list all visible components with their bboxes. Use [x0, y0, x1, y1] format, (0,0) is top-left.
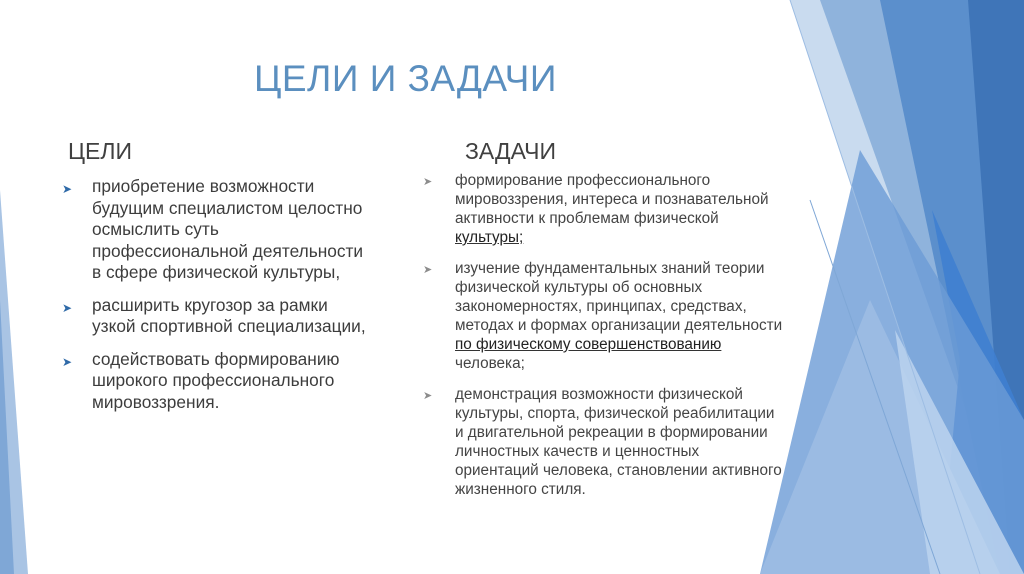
- task-line-underlined: культуры;: [455, 229, 524, 246]
- arrowhead-right-icon: ➤: [423, 390, 433, 402]
- goal-item: [62, 176, 402, 284]
- goal-line: мировоззрения.: [92, 391, 220, 412]
- task-line: физической культуры об основных: [455, 279, 703, 296]
- goal-line: в сфере физической культуры,: [92, 262, 341, 282]
- task-line: жизненного стиля.: [455, 481, 586, 498]
- goal-line: будущим специалистом целостно: [92, 197, 363, 218]
- task-line: личностных качеств и ценностных: [455, 443, 700, 460]
- task-line: человека;: [455, 355, 525, 372]
- goal-line: расширить кругозор за рамки: [92, 294, 328, 315]
- task-line: формирование профессионального: [455, 172, 711, 189]
- task-item: [423, 171, 853, 247]
- arrowhead-right-icon: ➤: [423, 264, 433, 276]
- task-line: активности к проблемам физической: [455, 210, 719, 227]
- slide-title: ЦЕЛИ И ЗАДАЧИ: [254, 58, 557, 99]
- arrowhead-right-icon: ➤: [62, 182, 73, 196]
- task-line: изучение фундаментальных знаний теории: [455, 260, 765, 277]
- task-line: ориентаций человека, становлении активного: [455, 462, 782, 479]
- task-line: демонстрация возможности физической: [455, 386, 743, 403]
- task-line: закономерностях, принципах, средствах,: [455, 298, 747, 315]
- arrowhead-right-icon: ➤: [423, 176, 433, 188]
- tasks-heading: ЗАДАЧИ: [465, 138, 556, 164]
- goal-item: [62, 349, 402, 414]
- task-item: [423, 259, 853, 373]
- task-line: методах и формах организации деятельности: [455, 317, 783, 334]
- goal-line: приобретение возможности: [92, 176, 315, 196]
- goal-item: [62, 295, 402, 338]
- tasks-list: [423, 171, 853, 511]
- goal-line: узкой спортивной специализации,: [92, 316, 366, 336]
- task-line: и двигательной рекреации в формировании: [455, 424, 768, 441]
- goal-line: содействовать формированию: [92, 348, 340, 369]
- task-line: культуры, спорта, физической реабилитации: [455, 405, 775, 422]
- task-line-underlined: по физическому совершенствованию: [455, 336, 722, 353]
- arrowhead-right-icon: ➤: [62, 300, 73, 315]
- task-line: мировоззрения, интереса и познавательной: [455, 191, 769, 208]
- goals-heading: ЦЕЛИ: [68, 138, 132, 164]
- goal-line: профессиональной деятельности: [92, 240, 364, 261]
- arrowhead-right-icon: ➤: [62, 354, 73, 369]
- goal-line: осмыслить суть: [92, 219, 219, 239]
- goals-list: [62, 176, 402, 424]
- task-item: [423, 385, 853, 499]
- goal-line: широкого профессионального: [92, 370, 335, 390]
